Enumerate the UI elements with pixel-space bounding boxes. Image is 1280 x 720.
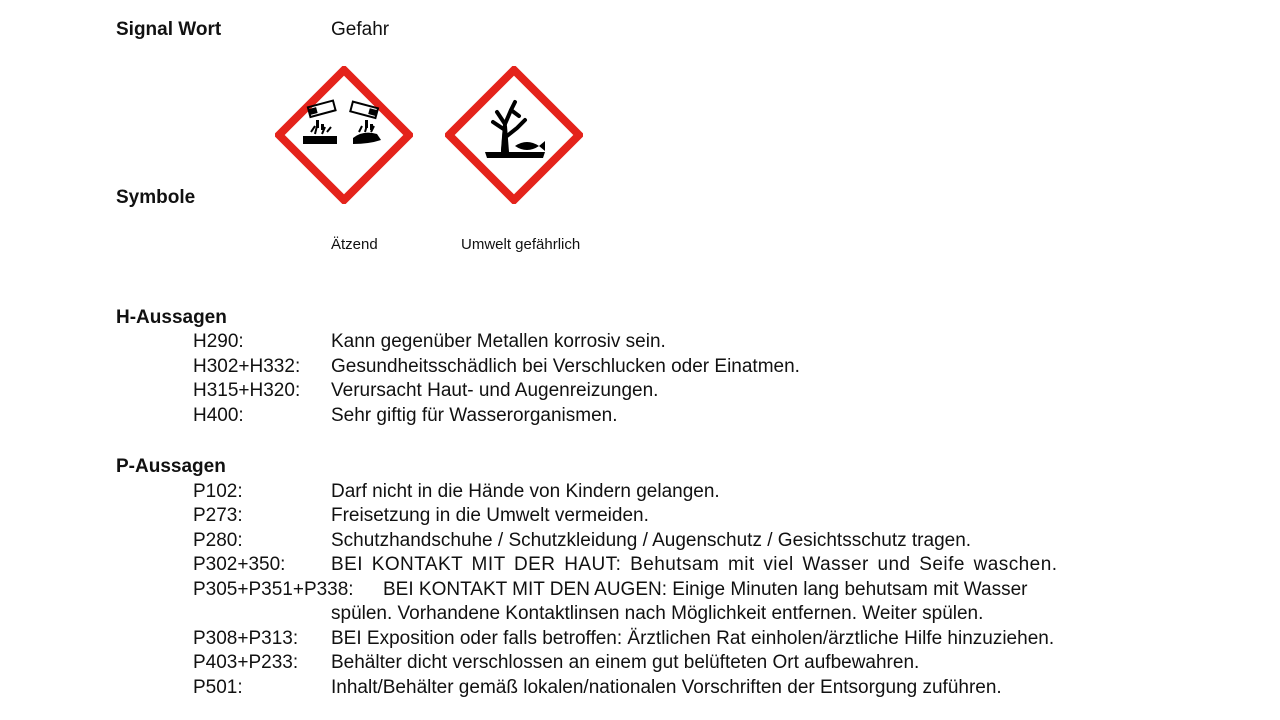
- environment-icon: [445, 66, 583, 204]
- statement-text: BEI KONTAKT MIT DER HAUT: Behutsam mit viel Wasser und Seife waschen.: [331, 554, 1058, 575]
- corrosion-icon: [275, 66, 413, 204]
- statement-text: Kann gegenüber Metallen korrosiv sein.: [331, 331, 666, 352]
- statement-text: Behälter dicht verschlossen an einem gut belüfteten Ort aufbewahren.: [331, 652, 920, 673]
- statement-code: H315+H320:: [193, 380, 301, 401]
- statement-code: P501:: [193, 677, 243, 698]
- p-statements-title: P-Aussagen: [116, 456, 226, 477]
- statement-code: H302+H332:: [193, 356, 301, 377]
- statement-code: P273:: [193, 505, 243, 526]
- statement-code: P403+P233:: [193, 652, 299, 673]
- statement-text: Darf nicht in die Hände von Kindern gelangen.: [331, 481, 720, 502]
- statement-text: BEI KONTAKT MIT DEN AUGEN: Einige Minuten lang behutsam mit Wasser: [383, 579, 1028, 600]
- pictogram-caption: Umwelt gefährlich: [461, 236, 581, 253]
- statement-code: H290:: [193, 331, 244, 352]
- statement-text: BEI Exposition oder falls betroffen: Ärztlichen Rat einholen/ärztliche Hilfe hinzuziehen.: [331, 628, 1055, 649]
- signal-word-label: Signal Wort: [116, 19, 222, 40]
- statement-text: Inhalt/Behälter gemäß lokalen/nationalen Vorschriften der Entsorgung zuführen.: [331, 677, 1002, 698]
- statement-text: Sehr giftig für Wasserorganismen.: [331, 405, 618, 426]
- statement-code: H400:: [193, 405, 244, 426]
- signal-word-value: Gefahr: [331, 19, 390, 40]
- statement-text: Gesundheitsschädlich bei Verschlucken oder Einatmen.: [331, 356, 800, 377]
- symbols-label: Symbole: [116, 187, 196, 208]
- statement-text: spülen. Vorhandene Kontaktlinsen nach Möglichkeit entfernen. Weiter spülen.: [331, 603, 984, 624]
- statement-text: Schutzhandschuhe / Schutzkleidung / Augenschutz / Gesichtsschutz tragen.: [331, 530, 972, 551]
- statement-code: P280:: [193, 530, 243, 551]
- pictogram-caption: Ätzend: [331, 236, 378, 253]
- statement-code: P302+350:: [193, 554, 286, 575]
- statement-code: P305+P351+P338:: [193, 579, 354, 600]
- statement-text: Freisetzung in die Umwelt vermeiden.: [331, 505, 649, 526]
- statement-code: P102:: [193, 481, 243, 502]
- statement-code: P308+P313:: [193, 628, 299, 649]
- h-statements-title: H-Aussagen: [116, 307, 227, 328]
- statement-text: Verursacht Haut- und Augenreizungen.: [331, 380, 659, 401]
